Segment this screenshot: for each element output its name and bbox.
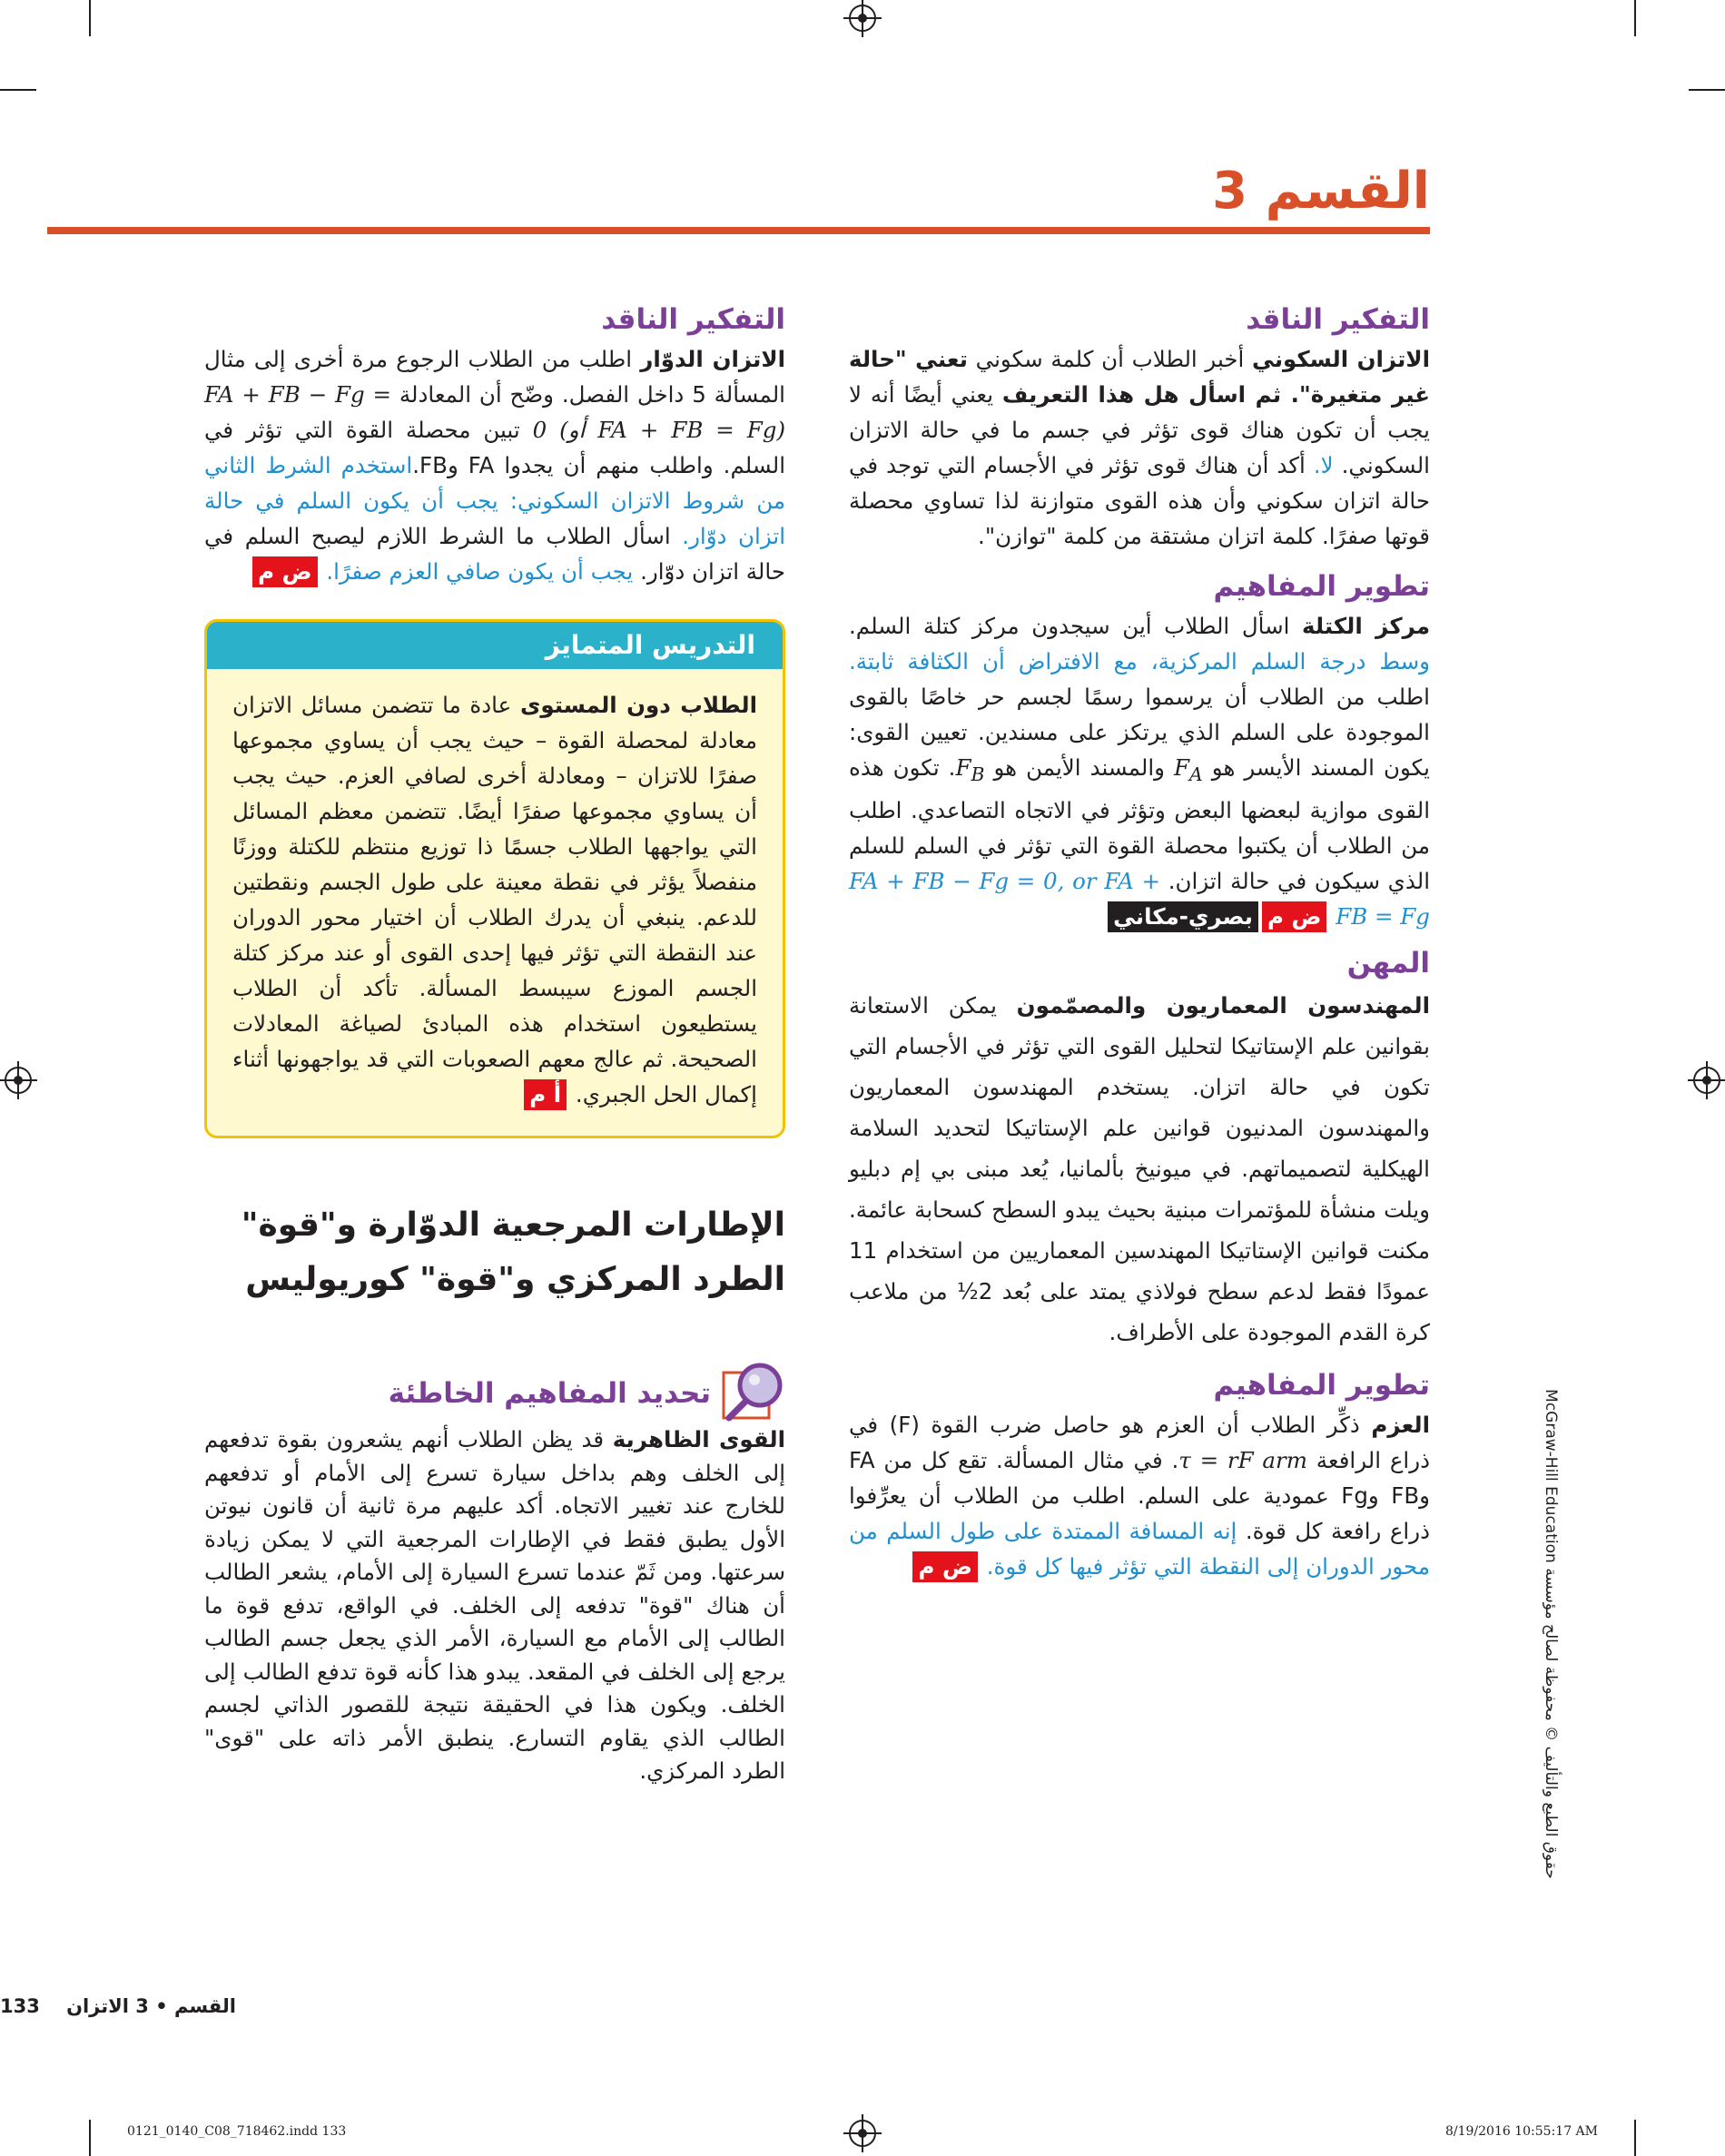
answer: يجب أن يكون صافي العزم صفرًا. (326, 558, 634, 585)
registration-mark-icon (849, 2120, 876, 2147)
critical-thinking-heading: التفكير الناقد (1246, 303, 1430, 336)
left-column-critical (204, 300, 785, 589)
tag-badge: ض م (252, 556, 317, 587)
critical-thinking-paragraph: الاتزان السكوني أخبر الطلاب أن كلمة سكوني تعني "حالة غير متغيرة". ثم اسأل هل هذا التعريف يعني أيضًا أنه لا يجب أن تكون هناك قوى تؤثر في جسم ما في حالة الاتزان السكوني. لا. أكد أن هناك قوى تؤثر في الأجسام التي توجد في حالة اتزان سكوني وأن هذه القوى متوازنة لذا تساوي محصلة قوتها صفرًا. كلمة اتزان مشتقة من كلمة "توازن". (849, 346, 1431, 549)
slug-file: 0121_0140_C08_718462.indd 133 (127, 2124, 347, 2139)
page-number: 133 (0, 1995, 40, 2017)
center-of-mass-paragraph: مركز الكتلة اسأل الطلاب أين سيجدون مركز كتلة السلم. وسط درجة السلم المركزية، مع الافتراض أن الكثافة ثابتة. اطلب من الطلاب أن يرسموا رسمًا لجسم حر خاصًا بالقوى الموجودة على السلم الذي يرتكز على مسندين. تعيين القوى: يكون المسند الأيسر هو $F_A$ والمسند الأيمن هو $F_B$. تكون هذه القوى موازية لبعضها البعض وتؤثر في الاتجاه التصاعدي. اطلب من الطلاب أن يكتبوا محصلة القوة التي تؤثر في السلم للسلم الذي سيكون في حالة اتزان. FA + FB − Fg = 0, or FA + FB = Fg ض مبصري-مكاني (849, 608, 1430, 934)
crop-mark (89, 0, 91, 36)
term: القوى الظاهرية (612, 1426, 785, 1452)
term: الاتزان السكوني (1252, 346, 1431, 372)
crop-mark (1689, 89, 1725, 91)
crop-mark (1634, 0, 1636, 36)
torque-paragraph: العزم ذكِّر الطلاب أن العزم هو حاصل ضرب القوة (F) في ذراع الرافعة τ = rF arm. في مثال المسألة. تقع كل من FA وFB وFg عمودية على السلم. اطلب من الطلاب أن يعرِّفوا ذراع رافعة كل قوة. إنه المسافة الممتدة على طول السلم من محور الدوران إلى النقطة التي تؤثر فيها كل قوة. ض م (849, 1407, 1430, 1584)
left-column-misconceptions (204, 1423, 785, 1788)
registration-mark-icon (5, 1067, 32, 1094)
differentiated-instruction-heading: التدريس المتمايز (207, 622, 783, 669)
copyright-vertical: حقوق الطبع والتأليف © محفوظة لصالح مؤسسة McGraw-Hill Education (1541, 1389, 1560, 1879)
concept-development-heading: تطوير المفاهيم (1213, 570, 1430, 603)
registration-mark-icon (849, 5, 876, 32)
equation: FA + FB − Fg = 0 (أو FA + FB = Fg) (204, 381, 785, 443)
registration-mark-icon (1693, 1067, 1720, 1094)
term: العزم (1371, 1411, 1430, 1438)
answer: وسط درجة السلم المركزية، مع الافتراض أن الكثافة ثابتة. (849, 648, 1430, 674)
slug-timestamp: 8/19/2016 10:55:17 AM (1444, 2124, 1598, 2139)
term: المهندسون المعماريون والمصمّمون (1016, 991, 1430, 1019)
tag-badge: بصري-مكاني (1108, 901, 1258, 932)
tag-badge: أ م (524, 1079, 567, 1110)
term: الطلاب دون المستوى (519, 692, 757, 718)
term: مركز الكتلة (1302, 613, 1430, 639)
magnifier-icon (722, 1362, 785, 1425)
critical-thinking-heading: التفكير الناقد (601, 303, 785, 336)
equation: FA + FB − Fg = 0, or FA + FB = Fg (849, 867, 1430, 930)
footer-section: القسم • 3 الاتزان (66, 1995, 236, 2017)
careers-paragraph: المهندسون المعماريون والمصمّمون يمكن الاستعانة بقوانين علم الإستاتيكا لتحليل القوى التي تؤثر في الأجسام التي تكون في حالة اتزان. يستخدم المهندسون المعماريون والمهندسون المدنيون قوانين علم الإستاتيكا لتحديد السلامة الهيكلية لتصميماتهم. في ميونيخ بألمانيا، يُعد مبنى بي إم دبليو ويلت منشأة للمؤتمرات مبنية بحيث يبدو السطح كسحابة عائمة. مكنت قوانين الإستاتيكا المهندسين المعماريين من استخدام 11 عمودًا فقط لدعم سطح فولاذي يمتد على بُعد 2½ من ملاعب كرة القدم الموجودة على الأطراف. (849, 991, 1431, 1345)
page-footer (0, 1995, 236, 2017)
misconceptions-header (389, 1362, 785, 1425)
crop-mark (1634, 2120, 1636, 2156)
concept-development-heading: تطوير المفاهيم (1213, 1368, 1430, 1402)
misconceptions-paragraph: القوى الظاهرية قد يظن الطلاب أنهم يشعرون بقوة تدفعهم إلى الخلف وهم بداخل سيارة تسرع إلى الأمام أو تدفعهم للخارج عند تغيير الاتجاه. أكد عليهم مرة ثانية أن قانون نيوتن الأول يطبق فقط في الإطارات المرجعية التي لا يمكن زيادة سرعتها. ومن ثَمّ عندما تسرع السيارة إلى الأمام، يشعر الطالب أن هناك "قوة" تدفعه إلى الخلف. في الواقع، تدفع قوة ما الطالب إلى الأمام مع السيارة، الأمر الذي يجعل جسم الطالب يرجع إلى الخلف في المقعد. يبدو هذا كأنه قوة تدفع الطالب إلى الخلف. ويكون هذا في الحقيقة نتيجة للقصور الذاتي لجسم الطالب الذي يقاوم التسارع. ينطبق الأمر ذاته على "قوى" الطرد المركزي. (204, 1426, 785, 1784)
term: الاتزان الدوّار (640, 346, 785, 372)
answer: إنه المسافة الممتدة على طول السلم من محور الدوران إلى النقطة التي تؤثر فيها كل قوة. (849, 1517, 1430, 1580)
tag-badge: ض م (912, 1551, 977, 1582)
rotating-frames-heading: الإطارات المرجعية الدوّارة و"قوة" الطرد المركزي و"قوة" كوريوليس (241, 1206, 785, 1298)
crop-mark (89, 2120, 91, 2156)
misconceptions-heading: تحديد المفاهيم الخاطئة (388, 1377, 711, 1410)
answer: لا. (1313, 452, 1334, 478)
section-title: القسم 3 (1212, 162, 1430, 221)
tag-badge: ض م (1262, 901, 1326, 932)
careers-heading: المهن (1346, 946, 1430, 980)
rotational-equilibrium-paragraph: الاتزان الدوّار اطلب من الطلاب الرجوع مرة أخرى إلى مثال المسألة 5 داخل الفصل. وضّح أن المعادلة FA + FB − Fg = 0 (أو FA + FB = Fg) تبين محصلة القوة التي تؤثر في السلم. واطلب منهم أن يجدوا FA وFB.استخدم الشرط الثاني من شروط الاتزان السكوني: يجب أن يكون السلم في حالة اتزان دوّار. اسأل الطلاب ما الشرط اللازم ليصبح السلم في حالة اتزان دوّار. يجب أن يكون صافي العزم صفرًا. ض م (204, 341, 785, 589)
right-column (849, 300, 1430, 1584)
formula: τ = rF arm (1178, 1446, 1307, 1473)
differentiated-instruction-body: الطلاب دون المستوى عادة ما تتضمن مسائل الاتزان معادلة لمحصلة القوة – حيث يجب أن يساوي مجموعها صفرًا للاتزان – ومعادلة أخرى لصافي العزم. حيث يجب أن يساوي مجموعها صفرًا أيضًا. تتضمن معظم المسائل التي يواجهها الطلاب جسمًا ذا توزيع منتظم للكتلة ووزنًا منفصلاً يؤثر في نقطة معينة على طول الجسم ونقطتين للدعم. ينبغي أن يدرك الطلاب أن اختيار محور الدوران عند النقطة التي تؤثر فيها إحدى القوى أو عند مركز كتلة الجسم الموزع سيبسط المسألة. تأكد أن الطلاب يستطيعون استخدام هذه المبادئ لصياغة المعادلات الصحيحة. ثم عالج معهم الصعوبات التي قد يواجهونها أثناء إكمال الحل الجبري. أ م (207, 669, 783, 1121)
crop-mark (0, 89, 36, 91)
differentiated-instruction-box (204, 619, 785, 1138)
section-rule (47, 227, 1430, 234)
answer: استخدم الشرط الثاني من شروط الاتزان السكوني: يجب أن يكون السلم في حالة اتزان دوّار. (204, 452, 785, 549)
